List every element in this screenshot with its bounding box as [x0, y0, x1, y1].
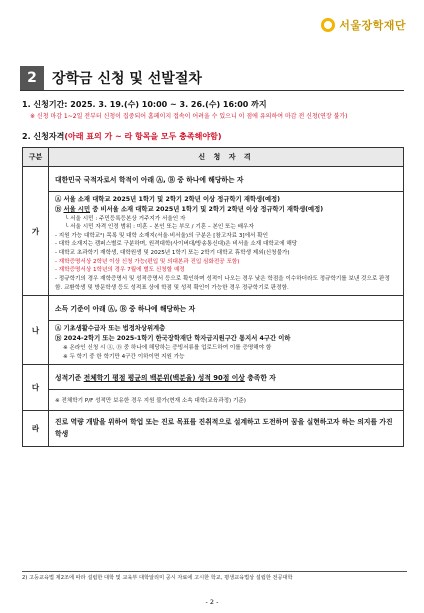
section-number: 2	[20, 66, 44, 90]
row-ga-option-b: Ⓑ 서울 시민 중 비서울 소재 대학교 2025년 1학기 및 2학기 2학년 이상 정규학기 재학생(예정)	[55, 205, 324, 213]
row-ra-label: 라	[23, 411, 49, 447]
row-na-head: 소득 기준이 아래 Ⓐ, Ⓑ 중 하나에 해당하는 자	[49, 296, 403, 321]
row-ra-text: 진로 역량 개발을 위하여 학업 또는 진로 목표를 진취적으로 설계하고 도전하며 꿈을 실현하고자 하는 의지를 가진 학생	[55, 418, 393, 438]
section-header	[20, 66, 404, 91]
row-da-label: 다	[23, 365, 49, 411]
list-item: - 지원 가능 대학교²) 목록 및 대학 소재지(서울·비서울)의 구분은 [참고자료 3]에서 확인	[55, 232, 268, 239]
seoul-scholarship-logo-icon	[321, 18, 335, 32]
list-item: - 대학 소재지는 캠퍼스별로 구분하며, 원격대학(사이버대/방송통신대)은 비서울 소재 대학교에 해당	[55, 241, 298, 248]
header-category: 구분	[23, 148, 49, 167]
row-ga	[23, 167, 404, 296]
grade-criteria-underline: 전체학기 평점 평균의 백분위(백분율) 성적 90점 이상	[83, 374, 245, 383]
section-title: 장학금 신청 및 선발절차	[52, 71, 202, 87]
row-ga-head: 대한민국 국적자로서 학적이 아래 Ⓐ, Ⓑ 중 하나에 해당하는 자	[49, 167, 403, 192]
footnote: 2) 고등교육법 제2조에 따라 설립한 대학 및 교육부 대학알리미 공시 자료에 고시한 학교, 평생교육법상 설립한 전공대학	[22, 571, 407, 583]
row-na-option-b: Ⓑ 2024-2학기 또는 2025-1학기 한국장학재단 학자금지원구간 통지서 4구간 이하	[55, 335, 291, 343]
row-na-note2: ※ 두 학기 중 한 학기만 4구간 이하이면 지원 가능	[63, 353, 185, 360]
logo-text: 서울장학재단	[339, 19, 406, 32]
row-na	[23, 296, 404, 365]
list-item: - 대학교 초과학기 재학생, 대학원생 및 2025년 1학기 또는 2학기 대학교 휴학생 제외(신청불가)	[55, 250, 290, 257]
row-ga-label: 가	[23, 167, 49, 296]
row-na-content	[49, 296, 404, 365]
row-da-note: ※ 전체학기 P/F 성적만 보유한 경우 지원 불가(현재 소속 대학(교육과정) 기준)	[55, 398, 246, 405]
row-ga-body	[49, 192, 403, 295]
qualification-label: 2. 신청자격	[22, 132, 65, 141]
list-item: - 정규학기의 경우 재학증명서 및 성적증명서 등으로 확인하며 성적이 나오는 경우 낮은 학점을 이수하더라도 정규학기를 보낸 것으로 판정함. 교환학생 및 방문학생 등도 성적표 상에 학점 및 성적 확인이 가능한 경우 정규학기로 판정함.	[55, 276, 390, 291]
page-number: - 2 -	[205, 598, 219, 606]
header-qualification: 신 청 자 격	[49, 148, 404, 167]
row-ra	[23, 411, 404, 447]
qualification-table	[22, 147, 404, 447]
row-da-head: 성적기준 전체학기 평점 평균의 백분위(백분율) 성적 90점 이상 충족한 자	[49, 365, 403, 390]
row-da-content	[49, 365, 404, 411]
row-ra-content	[49, 411, 404, 447]
list-item: - 재학증명서상 1학년의 경우 7월에 별도 신청할 예정	[55, 267, 185, 274]
qualification-heading	[22, 131, 221, 142]
row-ga-option-a: Ⓐ 서울 소재 대학교 2025년 1학기 및 2학기 2학년 이상 정규학기 재학생(예정)	[55, 196, 280, 203]
table-header-row	[23, 148, 404, 167]
application-period-note: ※ 신청 마감 1~2일 전부터 신청이 집중되어 홈페이지 접속이 어려울 수 있으니 이 점에 유의하여 마감 전 신청(연장 불가)	[30, 113, 348, 120]
row-ga-sub1: └ 서울 시민 : 주민등록등본상 거주지가 서울인 자	[65, 215, 186, 222]
list-item: - 재학증명서상 2학년 이상 신청 가능(편입 및 의대본과 진입 심화전공 포함)	[55, 258, 240, 265]
row-ga-content	[49, 167, 404, 296]
logo	[321, 17, 406, 33]
qualification-label-red: (아래 표의 가 ~ 라 항목을 모두 충족해야함)	[64, 132, 222, 141]
row-na-note1: ※ 온라인 신청 시 Ⓐ, Ⓑ 중 하나에 해당하는 증빙서류를 업로드하여 이를 증명해야 함	[63, 344, 272, 351]
row-na-body	[49, 321, 403, 364]
seoul-citizen-underline: 서울 시민	[63, 205, 91, 213]
row-da	[23, 365, 404, 411]
row-ga-sub2: └ 서울 시민 자격 인정 범위 : 미혼 – 본인 또는 부모 / 기혼 – 본인 또는 배우자	[65, 224, 254, 231]
row-na-option-a: Ⓐ 기초생활수급자 또는 법정차상위계층	[55, 325, 166, 333]
application-period: 1. 신청기간: 2025. 3. 19.(수) 10:00 ~ 3. 26.(수) 16:00 까지	[22, 100, 267, 109]
row-na-label: 나	[23, 296, 49, 365]
